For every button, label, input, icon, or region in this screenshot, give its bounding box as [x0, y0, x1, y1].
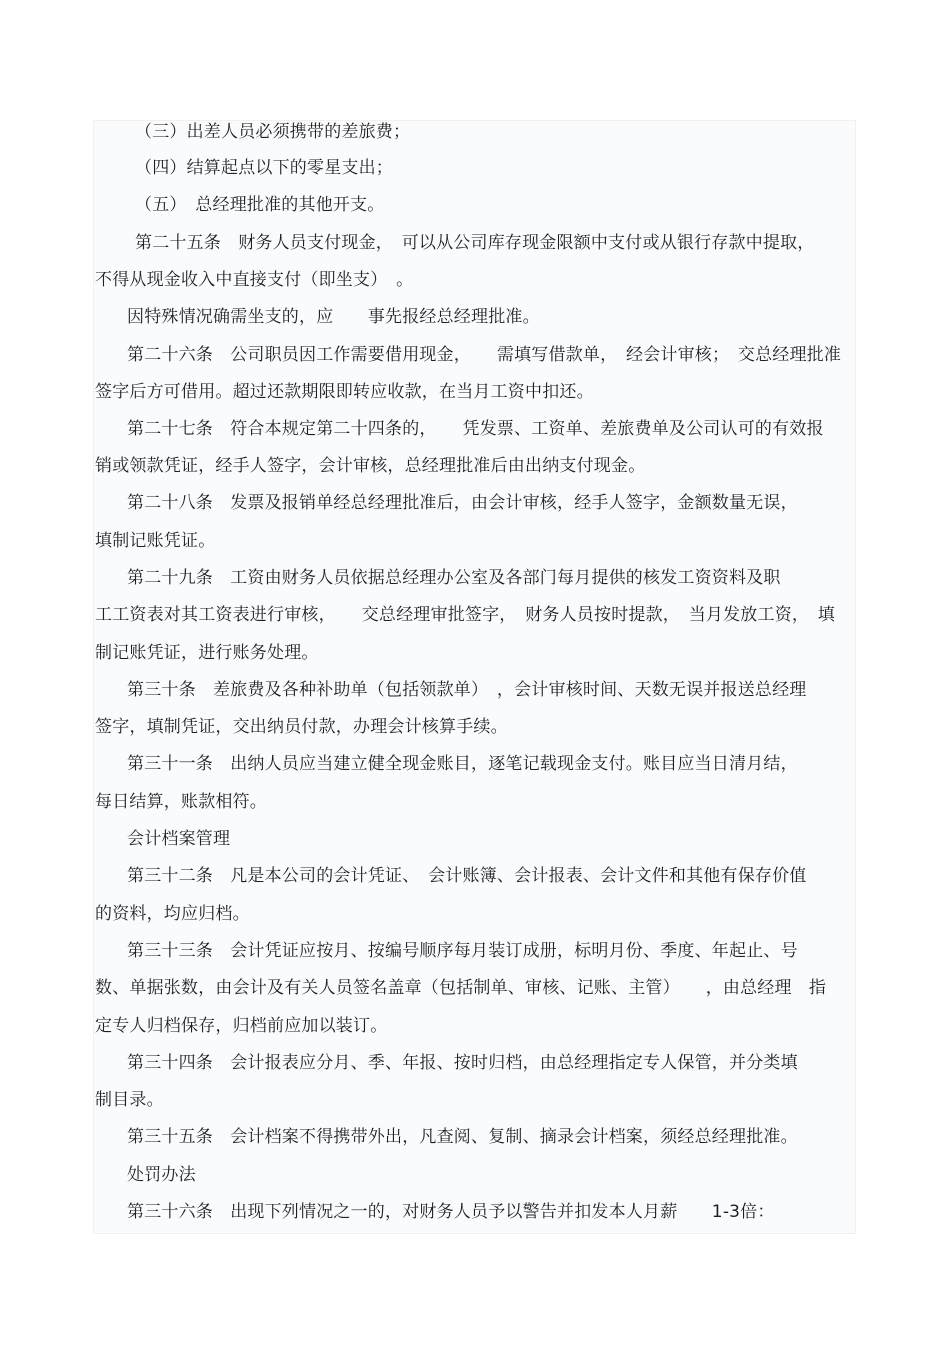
text-line: 第二十五条 财务人员支付现金， 可以从公司库存现金限额中支付或从银行存款中提取，	[135, 233, 815, 253]
text-line: （三）出差人员必须携带的差旅费；	[135, 122, 411, 142]
text-line: 第三十五条 会计档案不得携带外出，凡查阅、复制、摘录会计档案，须经总经理批准。	[127, 1127, 798, 1147]
text-line: 第三十二条 凡是本公司的会计凭证、 会计账簿、会计报表、会计文件和其他有保存价值	[127, 866, 807, 886]
text-line: 每日结算，账款相符。	[95, 792, 267, 812]
text-line: （五） 总经理批准的其他开支。	[135, 195, 385, 215]
text-line: 签字后方可借用。超过还款期限即转应收款，在当月工资中扣还。	[95, 382, 594, 402]
text-line: 第二十七条 符合本规定第二十四条的， 凭发票、工资单、差旅费单及公司认可的有效报	[127, 419, 824, 439]
text-line: 的资料，均应归档。	[95, 904, 250, 924]
text-line: 制记账凭证，进行账务处理。	[95, 643, 319, 663]
text-line: 制目录。	[95, 1090, 164, 1110]
text-line: 第三十三条 会计凭证应按月、按编号顺序每月装订成册，标明月份、季度、年起止、号	[127, 941, 798, 961]
text-line: 数、单据张数，由会计及有关人员签名盖章（包括制单、审核、记账、主管） ，由总经理 指	[95, 978, 827, 998]
text-line: 第二十六条 公司职员因工作需要借用现金， 需填写借款单， 经会计审核； 交总经理批准	[127, 345, 842, 365]
text-line: （四）结算起点以下的零星支出；	[135, 158, 393, 178]
text-line: 第二十九条 工资由财务人员依据总经理办公室及各部门每月提供的核发工资资料及职	[127, 568, 781, 588]
section-heading: 处罚办法	[127, 1165, 196, 1185]
text-line: 第二十八条 发票及报销单经总经理批准后，由会计审核，经手人签字，金额数量无误，	[127, 493, 798, 513]
text-line: 销或领款凭证，经手人签字，会计审核，总经理批准后由出纳支付现金。	[95, 456, 646, 476]
text-line: 因特殊情况确需坐支的，应 事先报经总经理批准。	[127, 307, 540, 327]
text-line: 第三十条 差旅费及各种补助单（包括领款单） ，会计审核时间、天数无误并报送总经理	[127, 680, 807, 700]
text-line: 第三十一条 出纳人员应当建立健全现金账目，逐笔记载现金支付。账目应当日清月结，	[127, 754, 798, 774]
text-line: 工工资表对其工资表进行审核， 交总经理审批签字， 财务人员按时提款， 当月发放工资， 填	[95, 605, 835, 625]
text-line: 第三十六条 出现下列情况之一的，对财务人员予以警告并扣发本人月薪 1-3倍：	[127, 1202, 775, 1222]
document-body	[93, 120, 856, 1234]
section-heading: 会计档案管理	[127, 829, 231, 849]
text-line: 不得从现金收入中直接支付（即坐支） 。	[95, 270, 414, 290]
text-line: 填制记账凭证。	[95, 531, 216, 551]
text-line: 定专人归档保存，归档前应加以装订。	[95, 1016, 388, 1036]
text-line: 第三十四条 会计报表应分月、季、年报、按时归档，由总经理指定专人保管，并分类填	[127, 1053, 798, 1073]
text-line: 签字，填制凭证，交出纳员付款，办理会计核算手续。	[95, 717, 508, 737]
